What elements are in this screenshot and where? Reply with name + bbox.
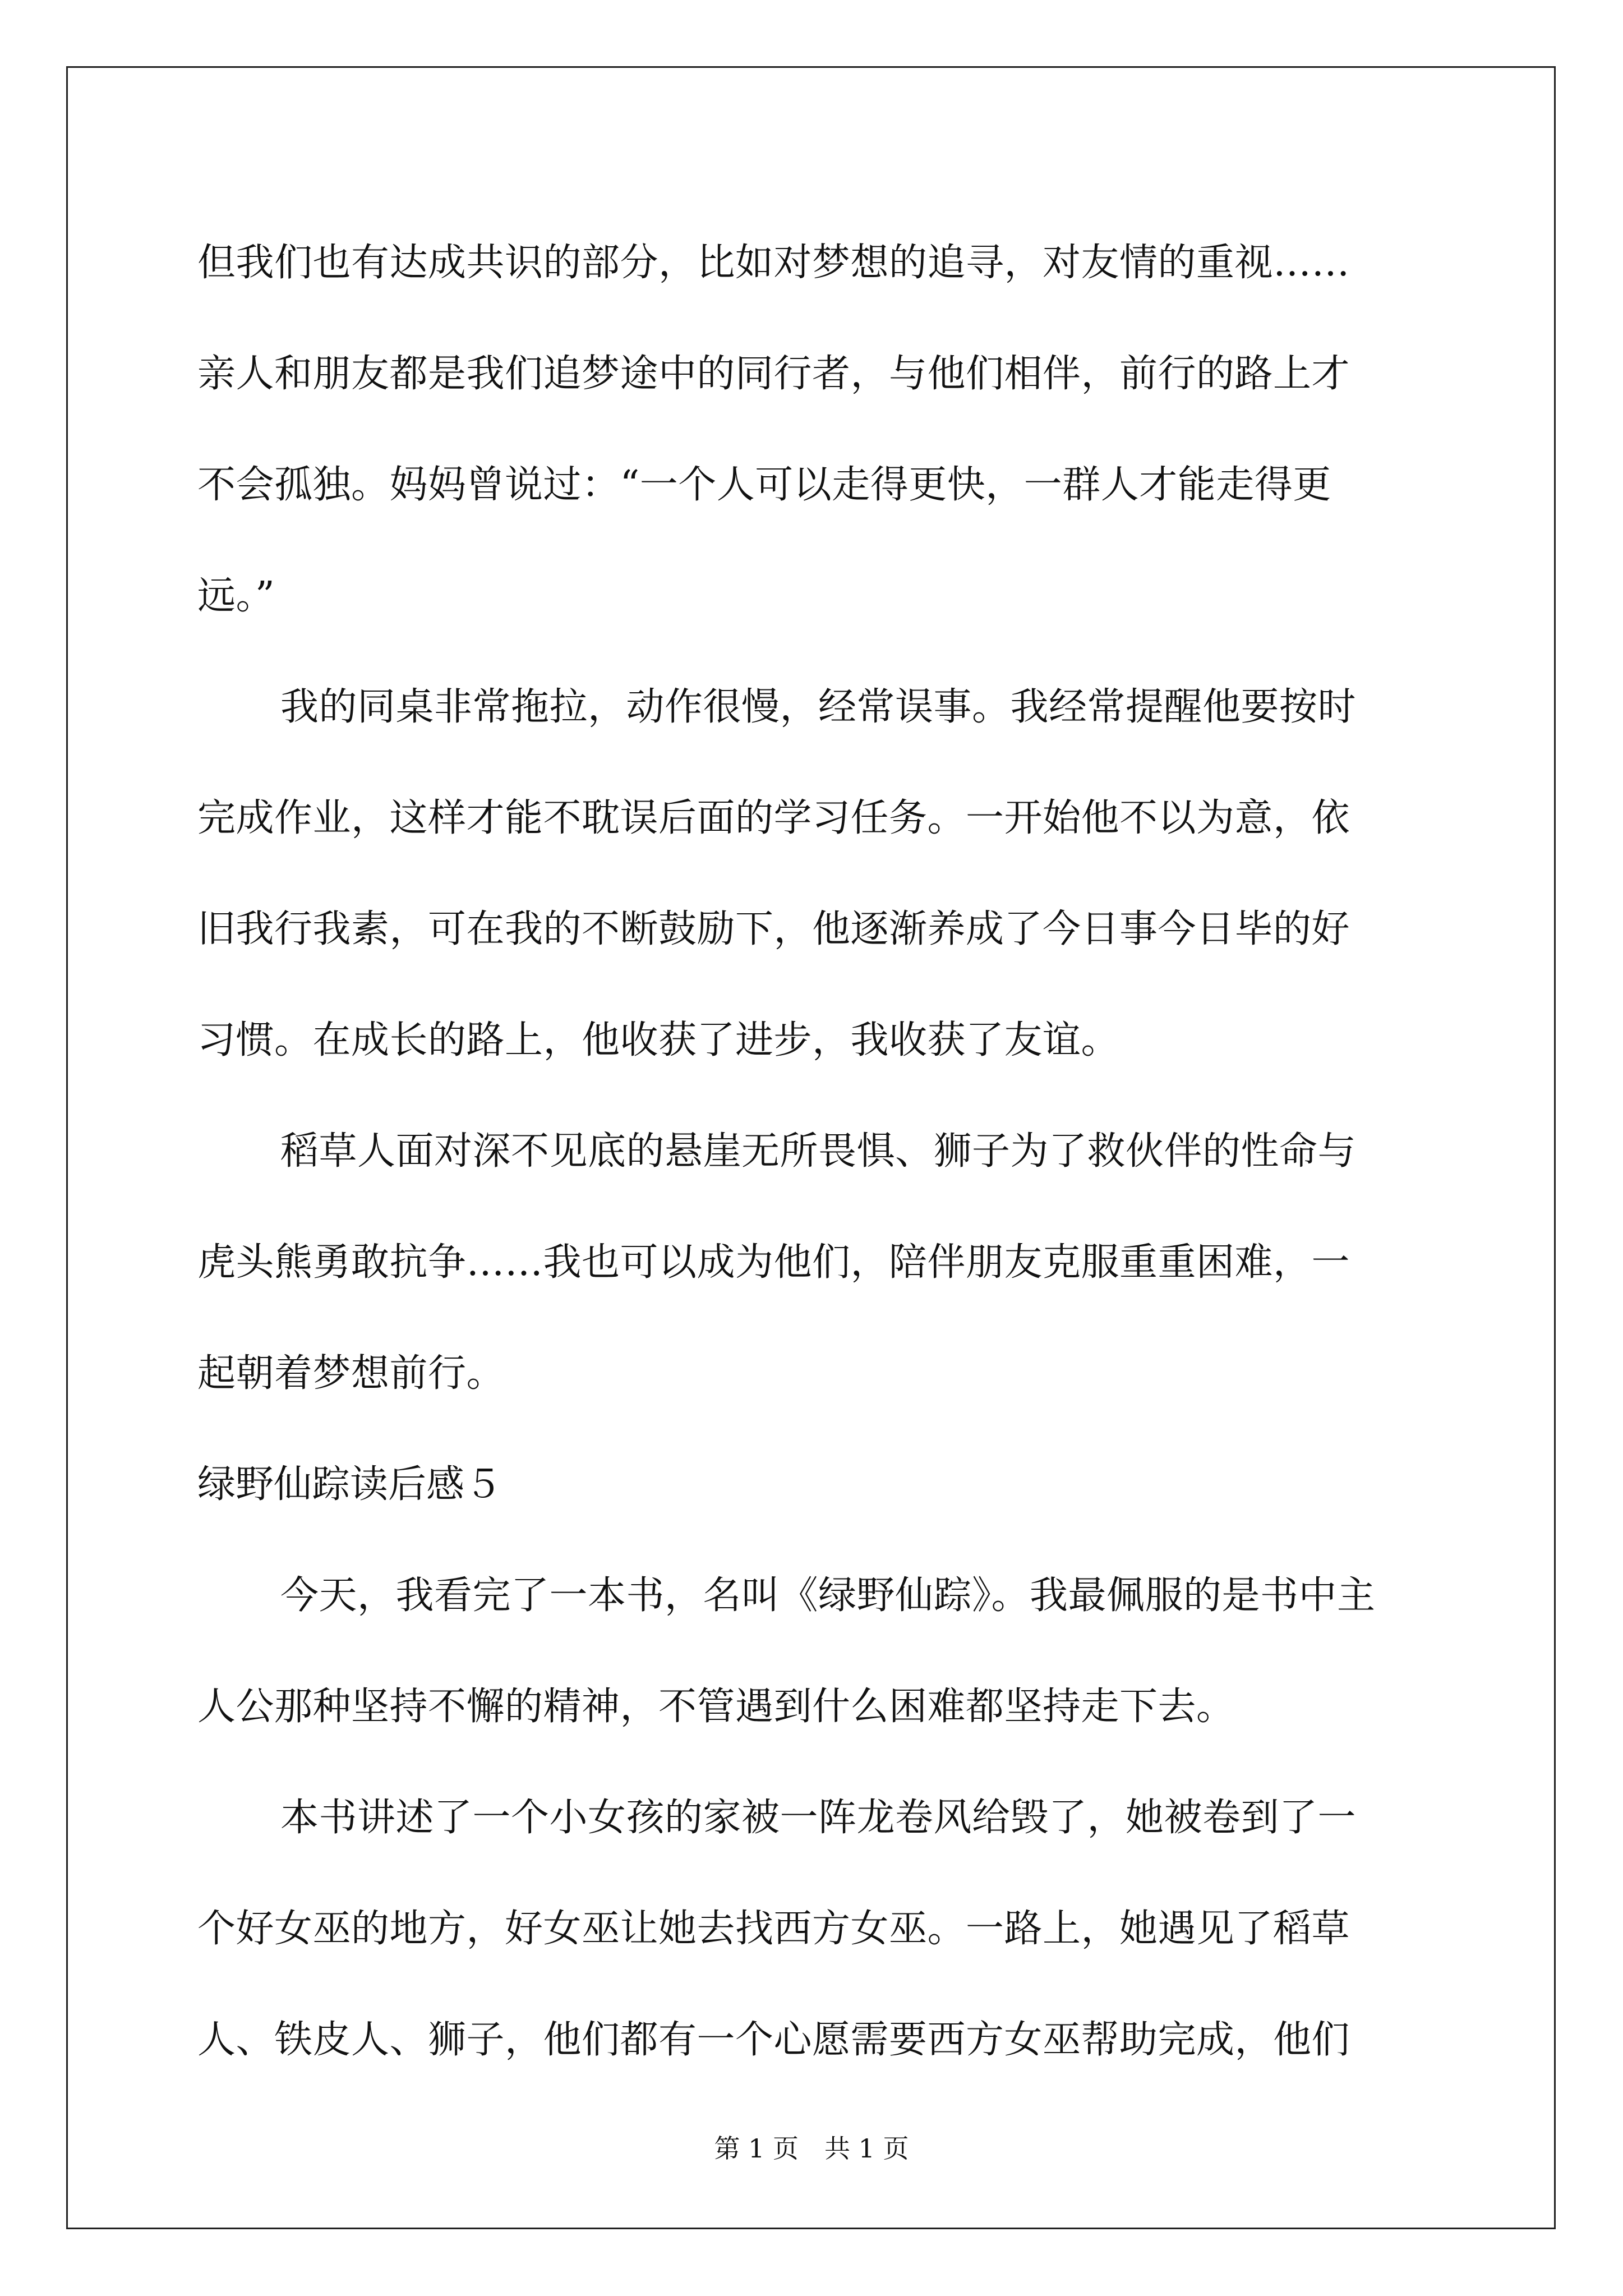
- paragraph-line: 远。”: [197, 574, 275, 618]
- paragraph-line: 我的同桌非常拖拉，动作很慢，经常误事。我经常提醒他要按时: [280, 685, 1357, 729]
- paragraph-line: 完成作业，这样才能不耽误后面的学习任务。一开始他不以为意，依: [197, 796, 1350, 840]
- paragraph-line: 习惯。在成长的路上，他收获了进步，我收获了友谊。: [197, 1018, 1120, 1062]
- paragraph-line: 亲人和朋友都是我们追梦途中的同行者，与他们相伴，前行的路上才: [197, 352, 1350, 396]
- paragraph-line: 起朝着梦想前行。: [197, 1351, 505, 1396]
- page-number-footer: 第 1 页 共 1 页: [714, 2133, 909, 2164]
- section-heading: 绿野仙踪读后感５: [197, 1462, 503, 1507]
- paragraph-line: 不会孤独。妈妈曾说过：“一个人可以走得更快，一群人才能走得更: [197, 463, 1331, 507]
- paragraph-line: 人公那种坚持不懈的精神，不管遇到什么困难都坚持走下去。: [197, 1685, 1235, 1729]
- paragraph-line: 旧我行我素，可在我的不断鼓励下，他逐渐养成了今日事今日毕的好: [197, 907, 1350, 951]
- paragraph-line: 但我们也有达成共识的部分，比如对梦想的追寻，对友情的重视……: [197, 241, 1350, 285]
- paragraph-line: 个好女巫的地方，好女巫让她去找西方女巫。一路上，她遇见了稻草: [197, 1907, 1350, 1951]
- paragraph-line: 今天，我看完了一本书，名叫《绿野仙踪》。我最佩服的是书中主: [280, 1573, 1376, 1618]
- paragraph-line: 本书讲述了一个小女孩的家被一阵龙卷风给毁了，她被卷到了一: [280, 1796, 1357, 1840]
- paragraph-line: 稻草人面对深不见底的悬崖无所畏惧、狮子为了救伙伴的性命与: [280, 1129, 1357, 1174]
- paragraph-line: 人、铁皮人、狮子，他们都有一个心愿需要西方女巫帮助完成，他们: [197, 2018, 1350, 2062]
- document-body: [197, 208, 1420, 2096]
- paragraph-line: 虎头熊勇敢抗争……我也可以成为他们，陪伴朋友克服重重困难，一: [197, 1240, 1350, 1285]
